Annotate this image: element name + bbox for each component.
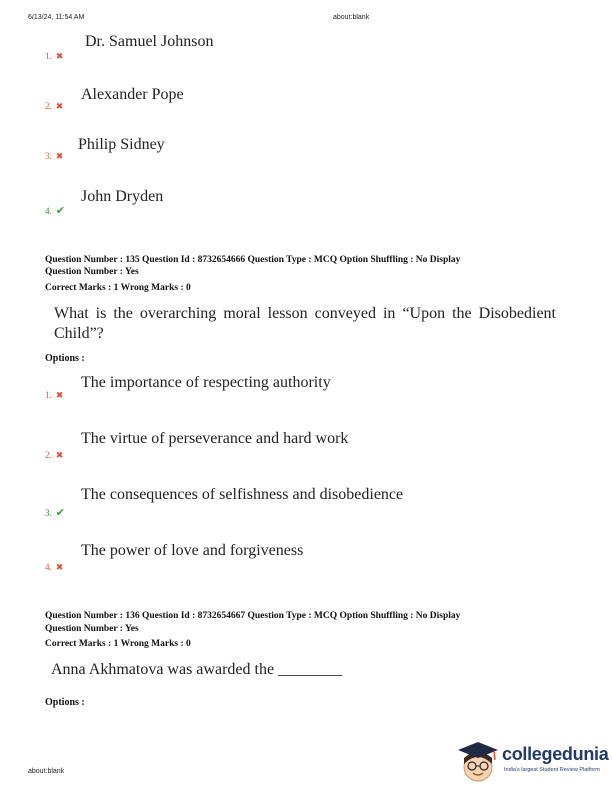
question-meta: Question Number : 135 Question Id : 8732654666 Question Type : MCQ Option Shuffling : No Display bbox=[45, 255, 461, 265]
option-number: 1. ✖ bbox=[45, 390, 64, 400]
option-text: John Dryden bbox=[81, 188, 164, 205]
print-datetime: 6/13/24, 11:54 AM bbox=[28, 14, 85, 21]
option-number: 2. ✖ bbox=[45, 101, 64, 111]
mascot-icon bbox=[458, 740, 500, 786]
footer-url: about:blank bbox=[28, 768, 65, 775]
options-label: Options : bbox=[45, 697, 85, 708]
wrong-icon: ✖ bbox=[55, 390, 64, 400]
wrong-icon: ✖ bbox=[55, 151, 64, 161]
options-label: Options : bbox=[45, 353, 85, 364]
question-text: Anna Akhmatova was awarded the ________ bbox=[51, 661, 343, 678]
option-text: The power of love and forgiveness bbox=[81, 542, 304, 559]
question-meta: Question Number : Yes bbox=[45, 624, 139, 634]
option-text: The consequences of selfishness and disobedience bbox=[81, 486, 404, 503]
logo-tagline: India's largest Student Review Platform bbox=[504, 767, 600, 773]
option-text: The virtue of perseverance and hard work bbox=[81, 430, 349, 447]
wrong-icon: ✖ bbox=[55, 562, 64, 572]
option-text: Dr. Samuel Johnson bbox=[85, 33, 214, 50]
option-number: 4. ✖ bbox=[45, 562, 64, 572]
question-meta: Question Number : 136 Question Id : 8732654667 Question Type : MCQ Option Shuffling : No Display bbox=[45, 611, 461, 621]
marks-info: Correct Marks : 1 Wrong Marks : 0 bbox=[45, 283, 191, 293]
check-icon: ✔ bbox=[55, 507, 65, 519]
option-number: 1. ✖ bbox=[45, 51, 64, 61]
wrong-icon: ✖ bbox=[55, 51, 64, 61]
option-number: 4. ✔ bbox=[45, 205, 65, 217]
option-text: Alexander Pope bbox=[81, 86, 184, 103]
print-title: about:blank bbox=[333, 14, 370, 21]
question-text: What is the overarching moral lesson conveyed in “Upon the Disobedient Child”? bbox=[54, 305, 556, 342]
question-meta: Question Number : Yes bbox=[45, 267, 139, 277]
marks-info: Correct Marks : 1 Wrong Marks : 0 bbox=[45, 639, 191, 649]
collegedunia-logo bbox=[458, 740, 610, 788]
option-number: 3. ✖ bbox=[45, 151, 64, 161]
option-text: The importance of respecting authority bbox=[81, 374, 331, 391]
check-icon: ✔ bbox=[55, 205, 65, 217]
option-text: Philip Sidney bbox=[78, 136, 165, 153]
logo-wordmark: collegedunia bbox=[502, 744, 609, 764]
wrong-icon: ✖ bbox=[55, 101, 64, 111]
option-number: 2. ✖ bbox=[45, 450, 64, 460]
wrong-icon: ✖ bbox=[55, 450, 64, 460]
option-number: 3. ✔ bbox=[45, 507, 65, 519]
